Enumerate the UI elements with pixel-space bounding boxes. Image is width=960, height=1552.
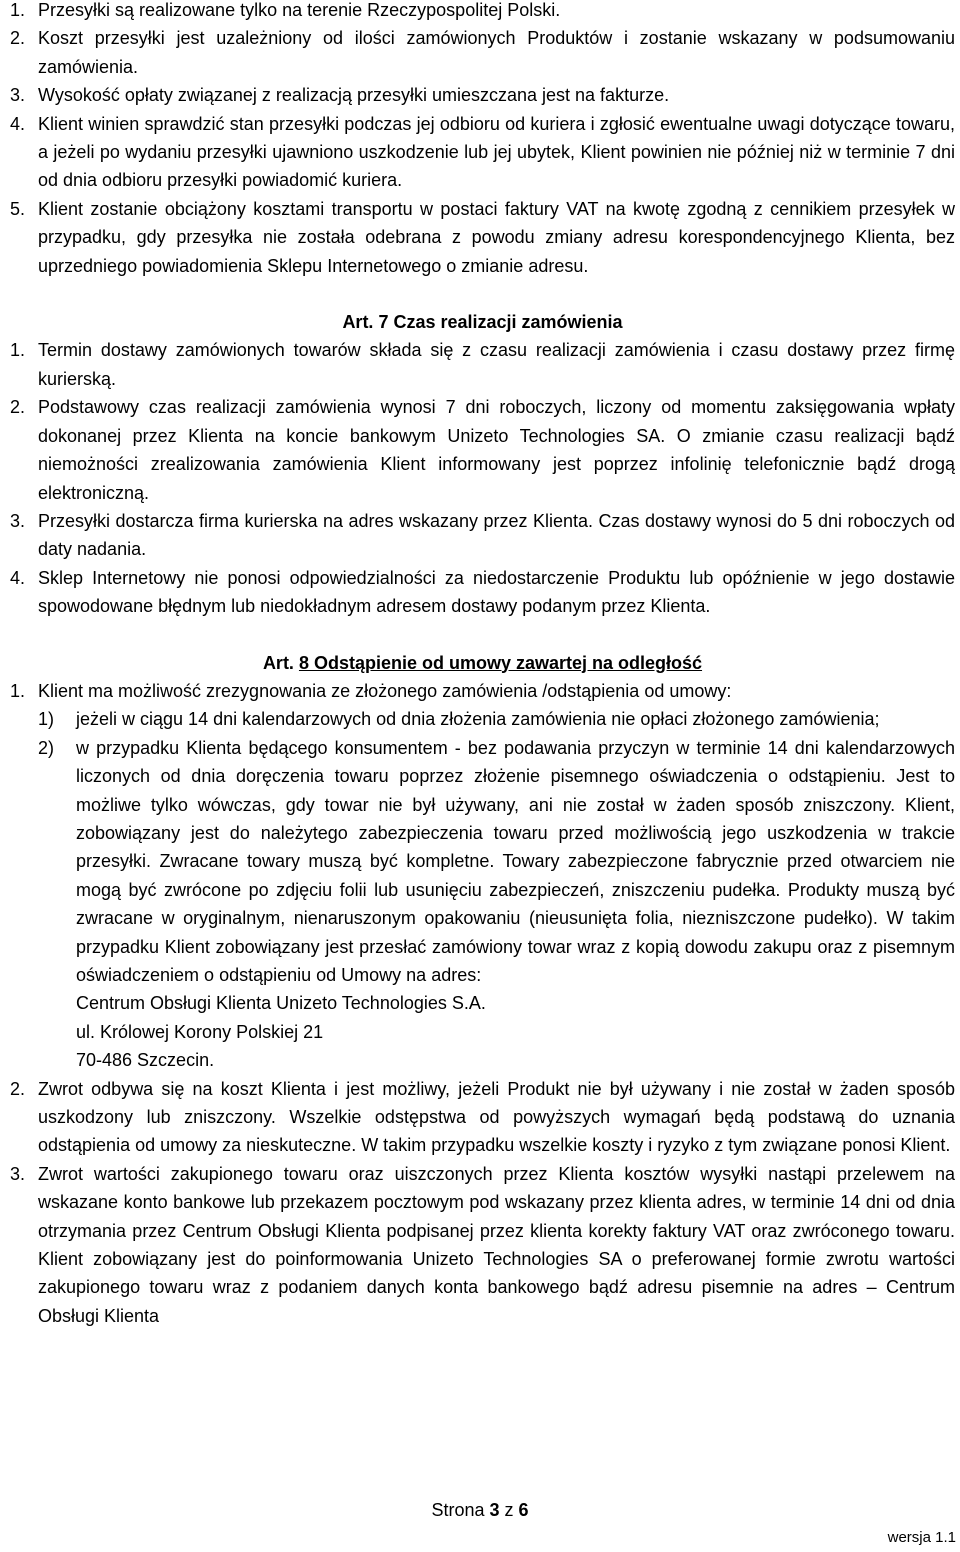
sub-item-number: 2) (38, 737, 55, 758)
version-label: wersja 1.1 (887, 1529, 956, 1546)
list-item (10, 0, 955, 24)
page-number: 3 (489, 1500, 500, 1520)
address-line: 70-486 Szczecin. (76, 1050, 215, 1071)
article-8-heading (10, 649, 955, 677)
item-text: Termin dostawy zamówionych towarów składa się z czasu realizacji zamówienia i czasu dostawy przez firmę kurierską. (38, 340, 955, 389)
item-number: 3. (10, 510, 26, 531)
item-text: Klient zostanie obciążony kosztami transportu w postaci faktury VAT na kwotę zgodną z cennikiem przesyłek w przypadku, gdy przesyłka nie została odebrana z powodu zmiany adresu korespondencyjnego Klienta, bez uprzedniego powiadomienia Sklepu Internetowego o zmianie adresu. (38, 198, 955, 276)
item-number: 3. (10, 1163, 26, 1184)
article-7-heading: Art. 7 Czas realizacji zamówienia (342, 312, 623, 333)
item-text: Podstawowy czas realizacji zamówienia wynosi 7 dni roboczych, liczony od momentu zaksięgowania wpłaty dokonanej przez Klienta na koncie bankowym Unizeto Technologies SA. O zmianie czasu realizacji bądź niemożności zrealizowania zamówienia Klient informowany jest poprzez infolinię telefonicznie bądź drogą elektroniczną. (38, 397, 955, 503)
item-number: 3. (10, 85, 26, 106)
item-text: Przesyłki dostarcza firma kurierska na adres wskazany przez Klienta. Czas dostawy wynosi do 5 dni roboczych od daty nadania. (38, 510, 955, 560)
item-text: Klient winien sprawdzić stan przesyłki podczas jej odbioru od kuriera i zgłosić ewentualne uwagi dotyczące towaru, a jeżeli po wydaniu przesyłki ujawniono uszkodzenie lub jej ubytek, Klient powinien nie później niż w terminie 7 dni od dnia odbioru przesyłki powiadomić kuriera. (38, 113, 955, 191)
sub-item-number: 1) (38, 709, 55, 730)
list-item (10, 24, 955, 81)
sub-item-text: jeżeli w ciągu 14 dni kalendarzowych od dnia złożenia zamówienia nie opłaci złożonego zamówienia; (76, 709, 880, 730)
address-line: Centrum Obsługi Klienta Unizeto Technologies S.A. (76, 993, 486, 1014)
sub-list (38, 705, 955, 1074)
item-number: 4. (10, 567, 26, 588)
list-item (10, 507, 955, 564)
list-item (10, 110, 955, 195)
shipping-list (10, 0, 955, 280)
article-8-prefix: Art. (262, 652, 294, 673)
document-page (10, 0, 955, 1330)
page-of: z (504, 1500, 514, 1520)
item-number: 4. (10, 113, 26, 134)
sub-item-text: w przypadku Klienta będącego konsumentem - bez podawania przyczyn w terminie 14 dni kalendarzowych liczonych od dnia doręczenia towaru poprzez złożenie pisemnego oświadczenia o odstąpieniu. Jest to możliwe tylko wówczas, gdy towar nie był używany, ani nie został w żaden sposób zniszczony. Klient, zobowiązany jest do należytego zabezpieczenia towaru przed możliwością jego uszkodzenia w trakcie przesyłki. Zwracane towary muszą być kompletne. Towary zabezpieczone fabrycznie przed otwarciem nie mogą być zwrócone po zdjęciu folii lub usunięciu zabezpieczeń, zniszczeniu pudełka. Produkty muszą być zwracane w oryginalnym, nienaruszonym opakowaniu (nieusunięta folia, niezniszczone pudełko). W takim przypadku Klient zobowiązany jest przesłać zamówiony towar wraz z kopią dowodu zakupu oraz z pisemnym oświadczeniem o odstąpieniu od Umowy na adres: (76, 737, 955, 985)
item-number: 2. (10, 397, 26, 418)
item-text: Zwrot odbywa się na koszt Klienta i jest możliwy, jeżeli Produkt nie był używany i nie został w żaden sposób uszkodzony lub zniszczony. Wszelkie odstępstwa od powyższych wymagań będą podstawą do uznania odstąpienia od umowy za nieskuteczne. W takim przypadku wszelkie koszty i ryzyko z tym związane ponosi Klient. (38, 1078, 955, 1156)
page-total: 6 (518, 1500, 529, 1520)
list-item (10, 336, 955, 393)
item-number: 1. (10, 680, 26, 701)
list-item (10, 393, 955, 507)
item-number: 5. (10, 198, 26, 219)
page-footer (0, 1496, 960, 1524)
list-item (10, 1160, 955, 1330)
address-line: ul. Królowej Korony Polskiej 21 (76, 1021, 324, 1042)
item-text: Koszt przesyłki jest uzależniony od ilości zamówionych Produktów i zostanie wskazany w podsumowaniu zamówienia. (38, 28, 955, 77)
sub-list-item (38, 734, 955, 1075)
article-7-list (10, 336, 955, 620)
list-item (10, 564, 955, 621)
item-number: 1. (10, 340, 26, 361)
list-item (10, 1075, 955, 1160)
item-text: Klient ma możliwość zrezygnowania ze złożonego zamówienia /odstąpienia od umowy: (38, 680, 732, 701)
page-label: Strona (431, 1500, 485, 1520)
item-number: 2. (10, 28, 26, 49)
item-text: Wysokość opłaty związanej z realizacją przesyłki umieszczana jest na fakturze. (38, 85, 670, 106)
item-number: 2. (10, 1078, 26, 1099)
sub-list-item (38, 705, 955, 733)
item-text: Sklep Internetowy nie ponosi odpowiedzialności za niedostarczenie Produktu lub opóźnienie w jego dostawie spowodowane błędnym lub niedokładnym adresem dostawy podanym przez Klienta. (38, 567, 955, 617)
item-number: 1. (10, 0, 26, 20)
list-item (10, 81, 955, 109)
article-8-list (10, 677, 955, 1330)
list-item (10, 677, 955, 1075)
list-item (10, 195, 955, 280)
item-text: Przesyłki są realizowane tylko na terenie Rzeczypospolitej Polski. (38, 0, 561, 20)
article-8-title: 8 Odstąpienie od umowy zawartej na odległość (298, 652, 703, 673)
item-text: Zwrot wartości zakupionego towaru oraz uiszczonych przez Klienta kosztów wysyłki nastąpi przelewem na wskazane konto bankowe lub przekazem pocztowym pod wskazany przez klienta adres, w terminie 14 dni od dnia otrzymania przez Centrum Obsługi Klienta podpisanej przez klienta korekty faktury VAT oraz zwróconego towaru. Klient zobowiązany jest do poinformowania Unizeto Technologies SA o preferowanej formie zwrotu wartości zakupionego towaru wraz z podaniem danych konta bankowego bądź adresu pisemnie na adres – Centrum Obsługi Klienta (38, 1163, 955, 1326)
